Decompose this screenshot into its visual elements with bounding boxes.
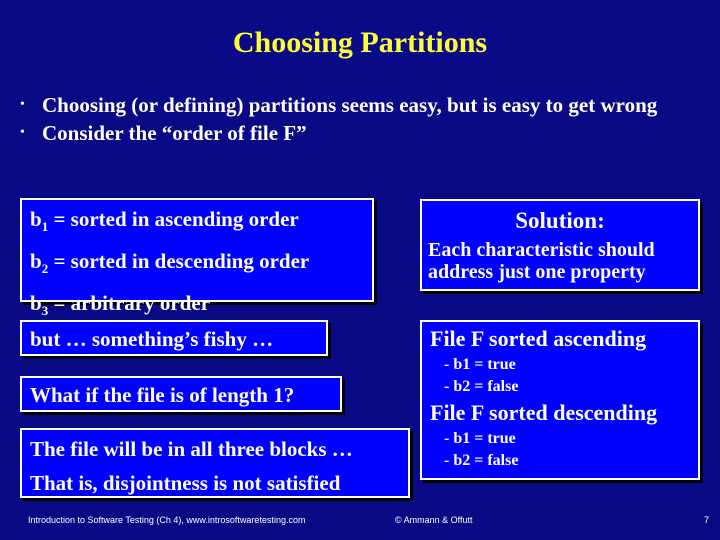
bullet-dot-icon: •	[20, 125, 25, 140]
solution-heading: Solution:	[515, 208, 605, 233]
solution-box	[420, 199, 700, 291]
desc-item: - b2 = false	[444, 452, 519, 469]
three-blocks-line: The file will be in all three blocks …	[30, 437, 353, 461]
page-number: 7	[704, 515, 710, 525]
desc-item: - b1 = true	[444, 430, 516, 447]
footer-copyright: © Ammann & Offutt	[395, 515, 473, 525]
bullet-item	[20, 92, 690, 118]
block-row: $b_1$ = sorted in ascending order	[30, 207, 299, 235]
bullet-text: Choosing (or defining) partitions seems easy, but is easy to get wrong	[42, 93, 658, 117]
bullet-text: Consider the “order of file F”	[42, 121, 307, 145]
three-blocks-line: That is, disjointness is not satisfied	[30, 471, 341, 495]
length-question-box: What if the file is of length 1?	[20, 376, 342, 412]
slide-title: Choosing Partitions	[232, 26, 488, 59]
solution-body: Each characteristic should address just one property	[428, 239, 655, 283]
sorted-box	[420, 320, 700, 480]
block-row: $b_3$ = arbitrary order	[30, 291, 211, 319]
bullet-dot-icon: •	[20, 97, 25, 112]
fishy-box: but … something’s fishy …	[20, 320, 328, 356]
footer-source: Introduction to Software Testing (Ch 4), www.introsoftwaretesting.com	[28, 515, 306, 525]
asc-title: File F sorted ascending	[430, 326, 647, 351]
bullet-list	[20, 92, 690, 148]
block-row: $b_2$ = sorted in descending order	[30, 249, 310, 277]
three-blocks-box	[20, 428, 410, 498]
blocks-box	[20, 198, 374, 319]
desc-title: File F sorted descending	[430, 400, 658, 425]
bullet-item	[20, 120, 690, 146]
asc-item: - b1 = true	[444, 356, 516, 373]
asc-item: - b2 = false	[444, 378, 519, 395]
